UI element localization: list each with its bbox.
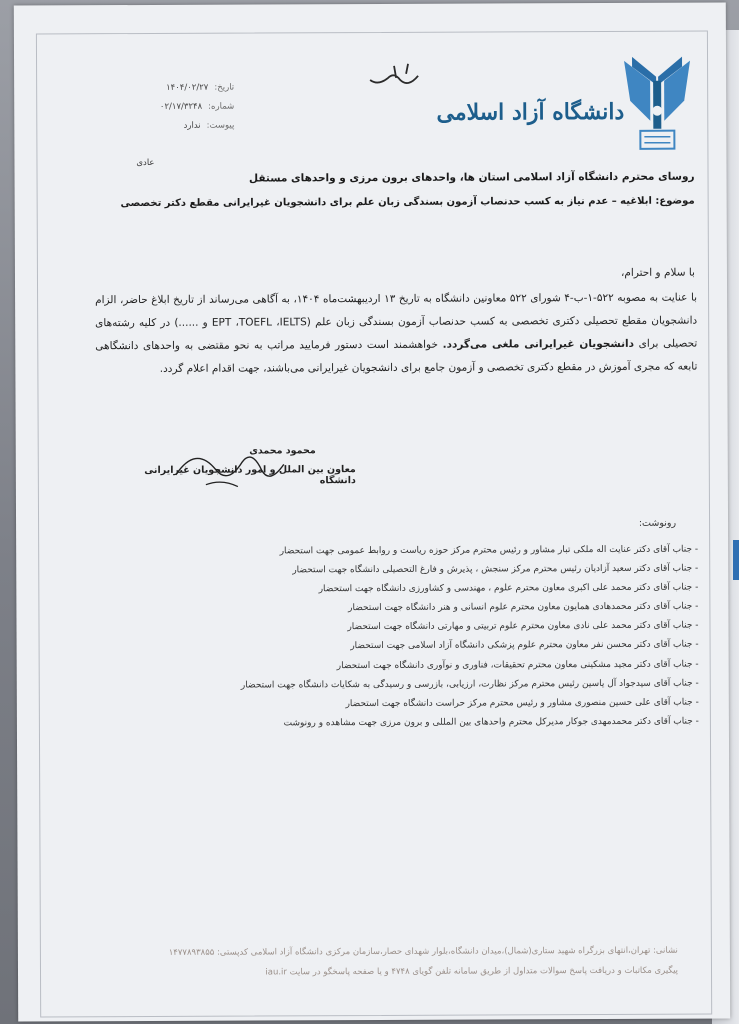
signatory-name: محمود محمدی — [249, 445, 316, 457]
addressee: روسای محترم دانشگاه آزاد اسلامی استان ها، واحدهای برون مرزی و واحدهای مستقل — [248, 170, 695, 185]
number-value: ۰۲/۱۷/۳۲۴۸ — [159, 101, 203, 112]
cc-item: - جناب آقای دکتر محمد علی نادی معاون محترم علوم تربیتی و مهارتی دانشگاه جهت استحضار — [347, 620, 699, 633]
university-name: دانشگاه آزاد اسلامی — [436, 98, 625, 126]
invocation-calligraphy — [364, 60, 424, 90]
cc-item: - جناب آقای علی حسین منصوری مشاور و رئیس محترم مرکز حراست دانشگاه جهت استحضار — [345, 697, 699, 709]
footer-followup: پیگیری مکاتبات و دریافت پاسخ سوالات متداول از طریق سامانه تلفن گویای ۴۷۴۸ و یا صفحه پاسخگو در سایت iau.ir — [265, 965, 679, 978]
letter-body — [95, 287, 697, 382]
university-logo-icon — [620, 51, 694, 161]
attachment-label: پیوست: — [206, 120, 235, 131]
footer-address: نشانی: تهران،انتهای بزرگراه شهید ستاری(شمال)،میدان دانشگاه،بلوار شهدای حصار،سازمان مرکزی دانشگاه آزاد اسلامی کدپستی: ۱۴۷۷۸۹۳۸۵۵ — [168, 945, 678, 958]
attachment-row — [114, 117, 234, 137]
attachment-value: ندارد — [183, 120, 201, 131]
blue-edge — [733, 540, 739, 580]
cc-item: - جناب آقای دکتر محمدمهدی جوکار مدیرکل محترم واحدهای بین المللی و برون مرزی جهت مشاهده و رونوشت — [283, 716, 699, 729]
body-part-2: خواهشمند است دستور فرمایید مراتب به نحو مقتضی به واحدهای دانشگاهی تابعه که مجری آموزش در مقطع دکتری تخصصی و آزمون جامع برای دانشجویان غیرایرانی می‌باشند، جهت اقدام اعلام گردد. — [95, 338, 698, 375]
number-row — [114, 98, 234, 118]
cc-item: - جناب آقای دکتر محسن نفر معاون محترم علوم پزشکی دانشگاه آزاد اسلامی جهت استحضار — [350, 640, 699, 652]
cc-item: - جناب آقای دکتر محمد علی اکبری معاون محترم علوم ، مهندسی و کشاورزی دانشگاه جهت استحضار — [318, 582, 699, 595]
letter-meta — [114, 79, 234, 137]
date-row — [114, 79, 234, 99]
cc-item: - جناب آقای دکتر محمدهادی همایون معاون محترم علوم انسانی و هنر دانشگاه جهت استحضار — [348, 601, 699, 614]
cc-title: رونوشت: — [638, 517, 677, 529]
body-part-1: با عنایت به مصوبه ۵۲۲-۱-ب-۴ شورای ۵۲۲ معاونین دانشگاه به تاریخ ۱۳ اردیبهشت‌ماه ۱۴۰۴، به آگاهی می‌رساند از تاریخ ابلاغ حاضر، الزام دانشجویان مقطع تحصیلی دکتری تخصصی به کسب حدنصاب آزمون بسندگی زبان علم (EPT ،TOEFL ،IELTS و ......) در کلیه رشته‌های تحصیلی برای — [95, 291, 698, 350]
subject-line: موضوع: ابلاغیه – عدم نیاز به کسب حدنصاب آزمون بسندگی زبان علم برای دانشجویان غیرایرانی مقطع دکتر تخصصی — [120, 195, 695, 210]
greeting: با سلام و احترام، — [620, 266, 695, 279]
cc-item: - جناب آقای دکتر سعید آزادیان رئیس محترم مرکز سنجش ، پذیرش و فارغ التحصیلی دانشگاه جهت استحضار — [292, 563, 699, 576]
signatory-title: معاون بین الملل و امور دانشجویان غیرایرانی دانشگاه — [144, 464, 356, 487]
number-label: شماره: — [208, 101, 235, 112]
body-bold: دانشجویان غیرایرانی ملغی می‌گردد. — [442, 337, 635, 351]
cc-item: - جناب آقای سیدجواد آل یاسین رئیس محترم مرکز نظارت، ارزیابی، بازرسی و رسیدگی به شکایات دانشگاه جهت استحضار — [240, 678, 699, 691]
priority-label: عادی — [136, 157, 155, 169]
footer — [78, 941, 678, 984]
letter-page — [14, 2, 730, 1021]
cc-item: - جناب آقای دکتر مجید مشکینی معاون محترم تحقیقات، فناوری و نوآوری دانشگاه جهت استحضار — [336, 659, 699, 671]
cc-list — [236, 541, 699, 734]
cc-item: - جناب آقای دکتر عنایت اله ملکی تبار مشاور و رئیس محترم مرکز حوزه ریاست و روابط عمومی جهت استحضار — [279, 544, 699, 557]
date-label: تاریخ: — [214, 82, 235, 93]
date-value: ۱۴۰۴/۰۲/۲۷ — [166, 82, 209, 93]
